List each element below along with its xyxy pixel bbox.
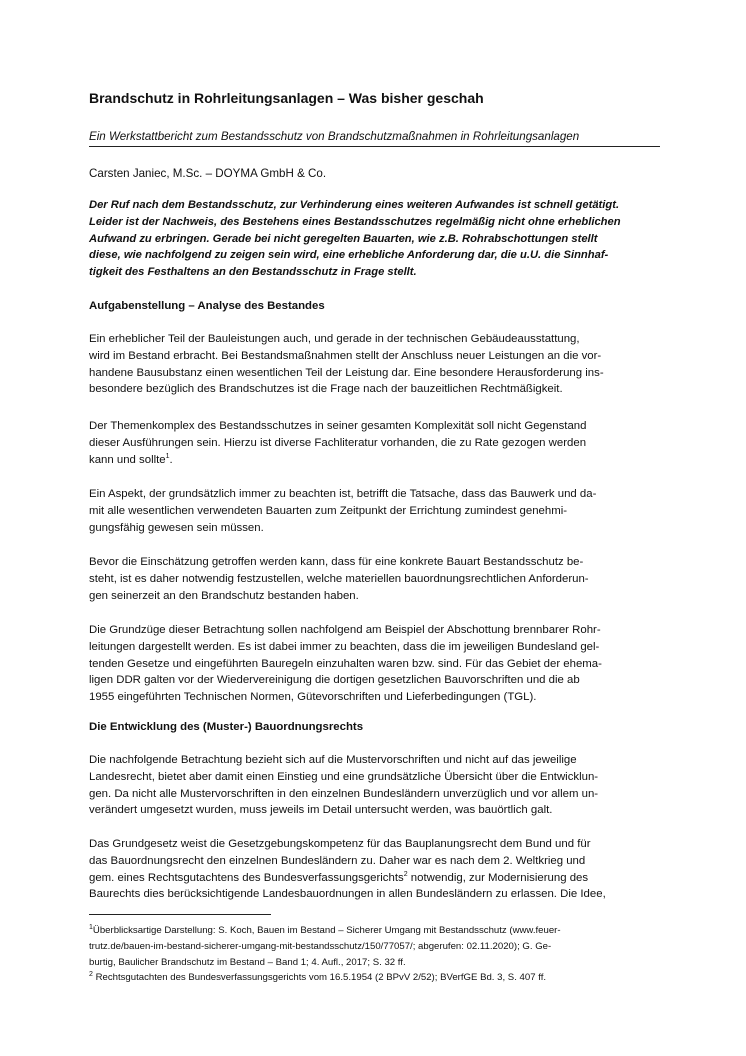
footnote-2-marker: 2 <box>89 971 93 979</box>
paragraph-line: wird im Bestand erbracht. Bei Bestandsmaßnahmen stellt der Anschluss neuer Leistungen an die vor- <box>89 349 602 362</box>
paragraph-line: verändert umgesetzt wurden, muss jeweils im Detail untersucht werden, was bauörtlich galt. <box>89 804 553 817</box>
footnote-ref-2[interactable]: 2 <box>403 870 408 878</box>
footnote-1-line: trutz.de/bauen-im-bestand-sicherer-umgang-mit-bestandsschutz/150/77057/; abgerufen: 02.11.2020); G. Ge- <box>89 940 552 952</box>
footnote-1-text: Überblicksartige Darstellung: S. Koch, Bauen im Bestand – Sicherer Umgang mit Bestandsschutz (www.feuer- <box>92 925 561 936</box>
paragraph-text: gem. eines Rechtsgutachtens des Bundesverfassungsgerichts <box>89 871 404 884</box>
footnote-1-line <box>89 923 660 939</box>
paragraph-line: Baurechts dies berücksichtigende Landesbauordnungen in allen Bundesländern zu erlassen. Die Idee, <box>89 888 606 901</box>
paragraph-line <box>89 870 660 887</box>
paragraph-5 <box>89 622 660 706</box>
paragraph-1 <box>89 331 660 398</box>
footnote-divider <box>89 914 271 915</box>
paragraph-line: Bevor die Einschätzung getroffen werden kann, dass für eine konkrete Bauart Bestandsschutz be- <box>89 556 584 568</box>
document-subtitle: Ein Werkstattbericht zum Bestandsschutz von Brandschutzmaßnahmen in Rohrleitungsanlagen <box>89 130 660 147</box>
paragraph-line: das Bauordnungsrecht den einzelnen Bundesländern zu. Daher war es nach dem 2. Weltkrieg und <box>89 854 586 867</box>
paragraph-line: Das Grundgesetz weist die Gesetzgebungskompetenz für das Bauplanungsrecht dem Bund und für <box>89 838 591 850</box>
abstract-line: Der Ruf nach dem Bestandsschutz, zur Verhinderung eines weiteren Aufwandes ist schnell getätigt. <box>89 199 620 211</box>
abstract-line: Aufwand zu erbringen. Gerade bei nicht geregelten Bauarten, wie z.B. Rohrabschottungen stellt <box>89 232 598 245</box>
paragraph-line: Ein erheblicher Teil der Bauleistungen auch, und gerade in der technischen Gebäudeausstattung, <box>89 333 580 345</box>
paragraph-line: besondere bezüglich des Brandschutzes ist die Frage nach der bauzeitlichen Rechtmäßigkeit. <box>89 383 563 396</box>
paragraph-line: tenden Gesetze und eingeführten Bauregeln einzuhalten waren bzw. sind. Für das Gebiet der ehema- <box>89 657 602 670</box>
paragraph-line: Landesrecht, bietet aber damit einen Einstieg und eine grundsätzliche Übersicht über die Entwicklun- <box>89 770 599 783</box>
paragraph-text: kann und sollte <box>89 453 166 466</box>
document-title: Brandschutz in Rohrleitungsanlagen – Was bisher geschah <box>89 90 484 106</box>
paragraph-line: 1955 eingeführten Technischen Normen, Gütevorschriften und Lieferbedingungen (TGL). <box>89 691 537 704</box>
footnote-2-line <box>89 970 660 986</box>
paragraph-line: mit alle wesentlichen verwendeten Bauarten zum Zeitpunkt der Errichtung zumindest genehmi- <box>89 504 568 517</box>
paragraph-3 <box>89 486 660 536</box>
paragraph-line: handene Bausubstanz einen wesentlichen Teil der Leistung dar. Eine besondere Herausforderung ins- <box>89 366 604 379</box>
footnote-2-text: Rechtsgutachten des Bundesverfassungsgerichts vom 16.5.1954 (2 BPvV 2/52); BVerfGE Bd. 3, S. 407 ff. <box>92 972 547 984</box>
paragraph-7 <box>89 836 660 903</box>
paragraph-line: gen seinerzeit an den Brandschutz bestanden haben. <box>89 589 359 602</box>
paragraph-line: Der Themenkomplex des Bestandsschutzes in seiner gesamten Komplexität soll nicht Gegenstand <box>89 420 587 432</box>
paragraph-line: Die Grundzüge dieser Betrachtung sollen nachfolgend am Beispiel der Abschottung brennbarer Rohr- <box>89 624 601 636</box>
paragraph-line: dieser Ausführungen sein. Hierzu ist diverse Fachliteratur vorhanden, die zu Rate gezogen werden <box>89 436 587 449</box>
author-line: Carsten Janiec, M.Sc. – DOYMA GmbH & Co. <box>89 167 327 180</box>
section-heading-bauordnungsrecht: Die Entwicklung des (Muster-) Bauordnungsrechts <box>89 721 364 733</box>
footnote-1-marker: 1 <box>89 923 93 931</box>
paragraph-line: steht, ist es daher notwendig festzustellen, welche materiellen bauordnungsrechtlichen Anforderun- <box>89 572 589 585</box>
abstract-line: diese, wie nachfolgend zu zeigen sein wird, eine erhebliche Anforderung dar, die u.U. die Sinnhaf- <box>89 249 609 262</box>
paragraph-text: notwendig, zur Modernisierung des <box>407 871 589 884</box>
abstract-line: tigkeit des Festhaltens an den Bestandsschutz in Frage stellt. <box>89 266 417 279</box>
abstract-line: Leider ist der Nachweis, des Bestehens eines Bestandsschutzes regelmäßig nicht ohne erheblichen <box>89 215 621 228</box>
paragraph-line: ligen DDR galten vor der Wiedervereinigung die dortigen gesetzlichen Bauvorschriften und die ab <box>89 674 580 687</box>
paragraph-6 <box>89 752 660 819</box>
section-heading-aufgabenstellung: Aufgabenstellung – Analyse des Bestandes <box>89 300 325 312</box>
footnote-1-line: burtig, Baulicher Brandschutz im Bestand – Band 1; 4. Aufl., 2017; S. 32 ff. <box>89 956 406 968</box>
paragraph-text: . <box>169 453 173 466</box>
paragraph-2 <box>89 418 660 468</box>
paragraph-line <box>89 452 660 469</box>
paragraph-line: gen. Da nicht alle Mustervorschriften in den einzelnen Bundesländern unverzüglich und vor allem un- <box>89 787 599 800</box>
paragraph-line: Die nachfolgende Betrachtung bezieht sich auf die Mustervorschriften und nicht auf das jeweilige <box>89 754 577 766</box>
footnote-ref-1[interactable]: 1 <box>165 452 170 460</box>
paragraph-4 <box>89 554 660 604</box>
paragraph-line: gungsfähig gewesen sein müssen. <box>89 521 264 534</box>
footnotes <box>89 923 660 986</box>
paragraph-line: leitungen dargestellt werden. Es ist dabei immer zu beachten, dass die im jeweiligen Bundesland gel- <box>89 640 600 653</box>
paragraph-line: Ein Aspekt, der grundsätzlich immer zu beachten ist, betrifft die Tatsache, dass das Bauwerk und da- <box>89 488 597 500</box>
abstract <box>89 197 660 281</box>
